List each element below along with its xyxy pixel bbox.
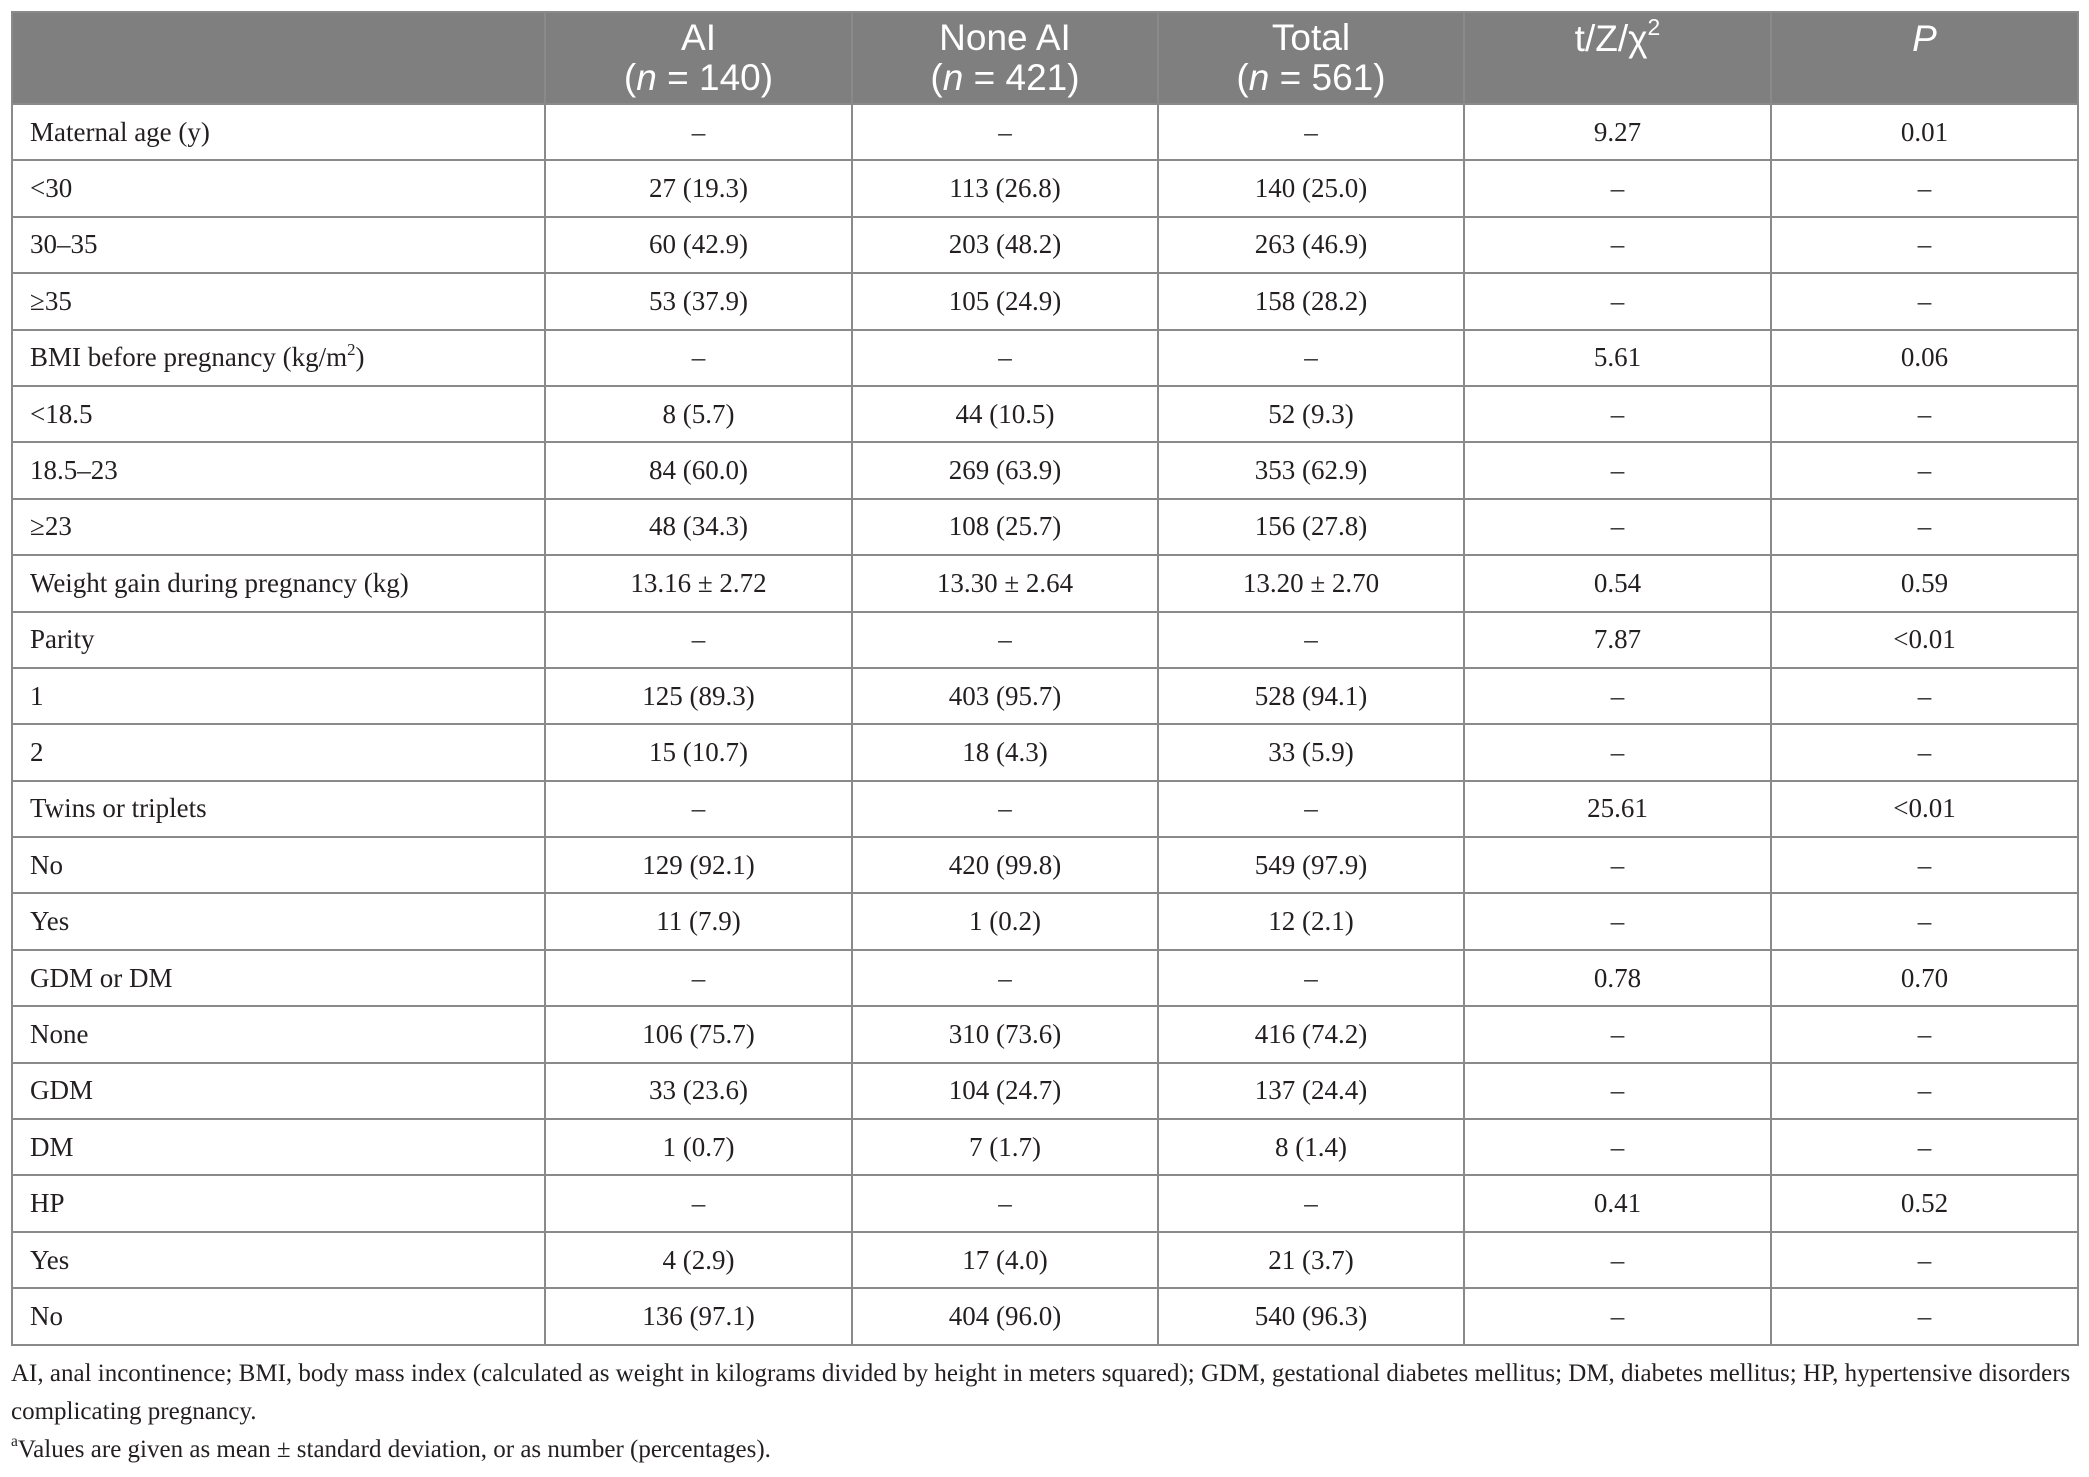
header-total-n-letter: n — [1248, 57, 1270, 98]
cell-p: – — [1771, 1288, 2078, 1344]
cell-p: 0.06 — [1771, 330, 2078, 386]
table-row — [12, 1175, 2078, 1231]
row-label-text: DM — [30, 1131, 74, 1162]
cell-ai: 136 (97.1) — [545, 1288, 852, 1344]
header-total-n — [1159, 58, 1463, 98]
cell-statistic: 7.87 — [1464, 612, 1771, 668]
table-row — [12, 612, 2078, 668]
table-row — [12, 893, 2078, 949]
row-label-sup: 2 — [347, 339, 356, 359]
header-cell-total — [1158, 12, 1464, 104]
cell-label — [12, 386, 545, 442]
cell-total: 12 (2.1) — [1158, 893, 1464, 949]
cell-ai: – — [545, 104, 852, 160]
cell-ai: 125 (89.3) — [545, 668, 852, 724]
cell-ai: 84 (60.0) — [545, 442, 852, 498]
header-cell-none-ai — [852, 12, 1158, 104]
cell-ai: 27 (19.3) — [545, 160, 852, 216]
header-total-n-prefix: ( — [1236, 57, 1249, 98]
cell-total: – — [1158, 781, 1464, 837]
cell-label — [12, 893, 545, 949]
table-row — [12, 837, 2078, 893]
row-label-text: 30–35 — [30, 229, 98, 260]
row-label-text: <18.5 — [30, 398, 93, 429]
cell-label — [12, 612, 545, 668]
cell-p: – — [1771, 893, 2078, 949]
header-total-n-value: = 561) — [1269, 57, 1386, 98]
cell-ai: 106 (75.7) — [545, 1006, 852, 1062]
row-label-text: BMI before pregnancy (kg/m — [30, 342, 348, 373]
cell-p: <0.01 — [1771, 612, 2078, 668]
cell-ai: – — [545, 1175, 852, 1231]
cell-label — [12, 499, 545, 555]
table-row — [12, 160, 2078, 216]
cell-statistic: – — [1464, 273, 1771, 329]
data-table — [11, 11, 2079, 1346]
cell-ai: – — [545, 330, 852, 386]
cell-label — [12, 1006, 545, 1062]
cell-p: – — [1771, 1063, 2078, 1119]
row-label-text: Twins or triplets — [30, 793, 207, 824]
cell-label — [12, 1288, 545, 1344]
cell-total: 8 (1.4) — [1158, 1119, 1464, 1175]
cell-none-ai: 113 (26.8) — [852, 160, 1158, 216]
cell-none-ai: 18 (4.3) — [852, 724, 1158, 780]
header-none-ai-n-value: = 421) — [963, 57, 1080, 98]
table-row — [12, 950, 2078, 1006]
cell-none-ai: 108 (25.7) — [852, 499, 1158, 555]
footnote-marker: a — [11, 1433, 18, 1451]
cell-none-ai: 44 (10.5) — [852, 386, 1158, 442]
cell-label — [12, 273, 545, 329]
row-label-text: 18.5–23 — [30, 455, 118, 486]
cell-total: 52 (9.3) — [1158, 386, 1464, 442]
cell-total: – — [1158, 330, 1464, 386]
cell-none-ai: 203 (48.2) — [852, 217, 1158, 273]
cell-p: – — [1771, 1006, 2078, 1062]
cell-total: 549 (97.9) — [1158, 837, 1464, 893]
table-row — [12, 668, 2078, 724]
cell-none-ai: – — [852, 781, 1158, 837]
cell-total: 137 (24.4) — [1158, 1063, 1464, 1119]
cell-p: – — [1771, 1119, 2078, 1175]
header-cell-ai — [545, 12, 852, 104]
cell-statistic: – — [1464, 724, 1771, 780]
table-row — [12, 386, 2078, 442]
row-label-text: 1 — [30, 680, 44, 711]
cell-statistic: – — [1464, 1232, 1771, 1288]
cell-statistic: – — [1464, 1063, 1771, 1119]
row-label-text: GDM or DM — [30, 962, 173, 993]
cell-label — [12, 442, 545, 498]
cell-label — [12, 1063, 545, 1119]
row-label-text: <30 — [30, 173, 73, 204]
cell-none-ai: 105 (24.9) — [852, 273, 1158, 329]
table-row — [12, 273, 2078, 329]
cell-statistic: – — [1464, 1006, 1771, 1062]
cell-label — [12, 1119, 545, 1175]
cell-statistic: 0.78 — [1464, 950, 1771, 1006]
cell-none-ai: 7 (1.7) — [852, 1119, 1158, 1175]
footnote-values — [11, 1431, 2081, 1469]
header-ai-n-prefix: ( — [623, 57, 637, 98]
cell-p: – — [1771, 1232, 2078, 1288]
footnote-values-text: Values are given as mean ± standard deviation, or as number (percentages). — [17, 1436, 771, 1463]
cell-total: 140 (25.0) — [1158, 160, 1464, 216]
cell-none-ai: 404 (96.0) — [852, 1288, 1158, 1344]
cell-label — [12, 555, 545, 611]
cell-statistic: 9.27 — [1464, 104, 1771, 160]
header-cell-p — [1771, 12, 2078, 104]
cell-none-ai: – — [852, 104, 1158, 160]
cell-ai: 15 (10.7) — [545, 724, 852, 780]
header-statistic-text: t/Z/χ — [1574, 18, 1648, 59]
cell-statistic: – — [1464, 893, 1771, 949]
cell-statistic: – — [1464, 386, 1771, 442]
table-row — [12, 724, 2078, 780]
cell-none-ai: – — [852, 950, 1158, 1006]
table-row — [12, 1232, 2078, 1288]
row-label-text: No — [30, 849, 63, 880]
cell-ai: 1 (0.7) — [545, 1119, 852, 1175]
row-label-text: ≥23 — [30, 511, 72, 542]
cell-total: 158 (28.2) — [1158, 273, 1464, 329]
table-row — [12, 1119, 2078, 1175]
header-none-ai-n — [853, 58, 1157, 98]
cell-statistic: 0.54 — [1464, 555, 1771, 611]
row-label-text: 2 — [30, 736, 44, 767]
cell-p: – — [1771, 668, 2078, 724]
header-none-ai-n-letter: n — [942, 57, 964, 98]
table-row — [12, 1063, 2078, 1119]
cell-ai: 8 (5.7) — [545, 386, 852, 442]
cell-total: 416 (74.2) — [1158, 1006, 1464, 1062]
cell-none-ai: 269 (63.9) — [852, 442, 1158, 498]
table-row — [12, 442, 2078, 498]
cell-statistic: – — [1464, 1119, 1771, 1175]
cell-p: – — [1771, 499, 2078, 555]
cell-p: 0.52 — [1771, 1175, 2078, 1231]
cell-total: 540 (96.3) — [1158, 1288, 1464, 1344]
cell-total: 263 (46.9) — [1158, 217, 1464, 273]
header-none-ai-title: None AI — [939, 17, 1071, 58]
cell-none-ai: 1 (0.2) — [852, 893, 1158, 949]
header-row — [12, 12, 2078, 104]
table-row — [12, 499, 2078, 555]
cell-p: – — [1771, 386, 2078, 442]
cell-ai: 11 (7.9) — [545, 893, 852, 949]
header-cell-statistic — [1464, 12, 1771, 104]
table-footnotes — [11, 1355, 2081, 1469]
cell-p: 0.59 — [1771, 555, 2078, 611]
row-label-text: Maternal age (y) — [30, 116, 210, 147]
header-total-title: Total — [1271, 17, 1351, 58]
cell-none-ai: – — [852, 1175, 1158, 1231]
cell-statistic: 25.61 — [1464, 781, 1771, 837]
cell-p: – — [1771, 837, 2078, 893]
cell-statistic: – — [1464, 217, 1771, 273]
table-row — [12, 330, 2078, 386]
cell-none-ai: 403 (95.7) — [852, 668, 1158, 724]
cell-statistic: – — [1464, 160, 1771, 216]
cell-label — [12, 330, 545, 386]
header-ai-n — [546, 58, 851, 98]
table-row — [12, 1006, 2078, 1062]
cell-none-ai: 420 (99.8) — [852, 837, 1158, 893]
row-label-text: ≥35 — [30, 285, 72, 316]
cell-total: – — [1158, 1175, 1464, 1231]
cell-total: – — [1158, 104, 1464, 160]
cell-label — [12, 217, 545, 273]
cell-ai: 53 (37.9) — [545, 273, 852, 329]
row-label-text: Parity — [30, 624, 95, 655]
cell-statistic: – — [1464, 837, 1771, 893]
table-row — [12, 1288, 2078, 1344]
cell-label — [12, 781, 545, 837]
cell-none-ai: – — [852, 612, 1158, 668]
cell-p: – — [1771, 724, 2078, 780]
cell-ai: – — [545, 781, 852, 837]
cell-label — [12, 837, 545, 893]
row-label-text: No — [30, 1300, 63, 1331]
cell-statistic: – — [1464, 499, 1771, 555]
cell-ai: 129 (92.1) — [545, 837, 852, 893]
cell-p: <0.01 — [1771, 781, 2078, 837]
cell-total: 156 (27.8) — [1158, 499, 1464, 555]
header-ai-n-value: = 140) — [656, 57, 774, 98]
header-none-ai-n-prefix: ( — [930, 57, 943, 98]
cell-p: 0.01 — [1771, 104, 2078, 160]
cell-ai: 48 (34.3) — [545, 499, 852, 555]
cell-ai: 33 (23.6) — [545, 1063, 852, 1119]
header-ai-n-letter: n — [636, 57, 657, 98]
footnote-abbreviations: AI, anal incontinence; BMI, body mass index (calculated as weight in kilograms divided by height in meters squared); GDM, gestational diabetes mellitus; DM, diabetes mellitus; HP, hypertensive disorders complicating pregnancy. — [11, 1360, 2071, 1425]
header-ai-title: AI — [681, 17, 716, 58]
cell-none-ai: – — [852, 330, 1158, 386]
cell-ai: 13.16 ± 2.72 — [545, 555, 852, 611]
table-row — [12, 217, 2078, 273]
cell-total: 33 (5.9) — [1158, 724, 1464, 780]
cell-total: 13.20 ± 2.70 — [1158, 555, 1464, 611]
table-row — [12, 104, 2078, 160]
cell-label — [12, 724, 545, 780]
row-label-text: None — [30, 1018, 89, 1049]
cell-none-ai: 17 (4.0) — [852, 1232, 1158, 1288]
table-row — [12, 781, 2078, 837]
table-body — [12, 104, 2078, 1345]
cell-none-ai: 104 (24.7) — [852, 1063, 1158, 1119]
cell-p: – — [1771, 273, 2078, 329]
cell-label — [12, 950, 545, 1006]
row-label-text: Weight gain during pregnancy (kg) — [30, 567, 409, 598]
cell-p: 0.70 — [1771, 950, 2078, 1006]
cell-p: – — [1771, 442, 2078, 498]
cell-total: – — [1158, 950, 1464, 1006]
cell-total: 528 (94.1) — [1158, 668, 1464, 724]
cell-total: – — [1158, 612, 1464, 668]
cell-statistic: 0.41 — [1464, 1175, 1771, 1231]
header-p-text: P — [1912, 18, 1937, 59]
row-label-text: Yes — [30, 906, 70, 937]
header-statistic-sup: 2 — [1647, 14, 1661, 41]
row-label-suffix: ) — [355, 342, 365, 373]
cell-none-ai: 310 (73.6) — [852, 1006, 1158, 1062]
row-label-text: Yes — [30, 1244, 70, 1275]
cell-total: 353 (62.9) — [1158, 442, 1464, 498]
table-row — [12, 555, 2078, 611]
cell-statistic: – — [1464, 668, 1771, 724]
cell-label — [12, 668, 545, 724]
cell-ai: 4 (2.9) — [545, 1232, 852, 1288]
cell-label — [12, 1175, 545, 1231]
cell-ai: – — [545, 612, 852, 668]
cell-none-ai: 13.30 ± 2.64 — [852, 555, 1158, 611]
cell-label — [12, 1232, 545, 1288]
cell-ai: 60 (42.9) — [545, 217, 852, 273]
cell-statistic: – — [1464, 1288, 1771, 1344]
cell-statistic: 5.61 — [1464, 330, 1771, 386]
row-label-text: HP — [30, 1188, 65, 1219]
header-cell-blank — [12, 12, 545, 104]
table-header — [12, 12, 2078, 104]
cell-statistic: – — [1464, 442, 1771, 498]
cell-p: – — [1771, 160, 2078, 216]
cell-p: – — [1771, 217, 2078, 273]
cell-label — [12, 104, 545, 160]
row-label-text: GDM — [30, 1075, 94, 1106]
cell-ai: – — [545, 950, 852, 1006]
cell-total: 21 (3.7) — [1158, 1232, 1464, 1288]
cell-label — [12, 160, 545, 216]
